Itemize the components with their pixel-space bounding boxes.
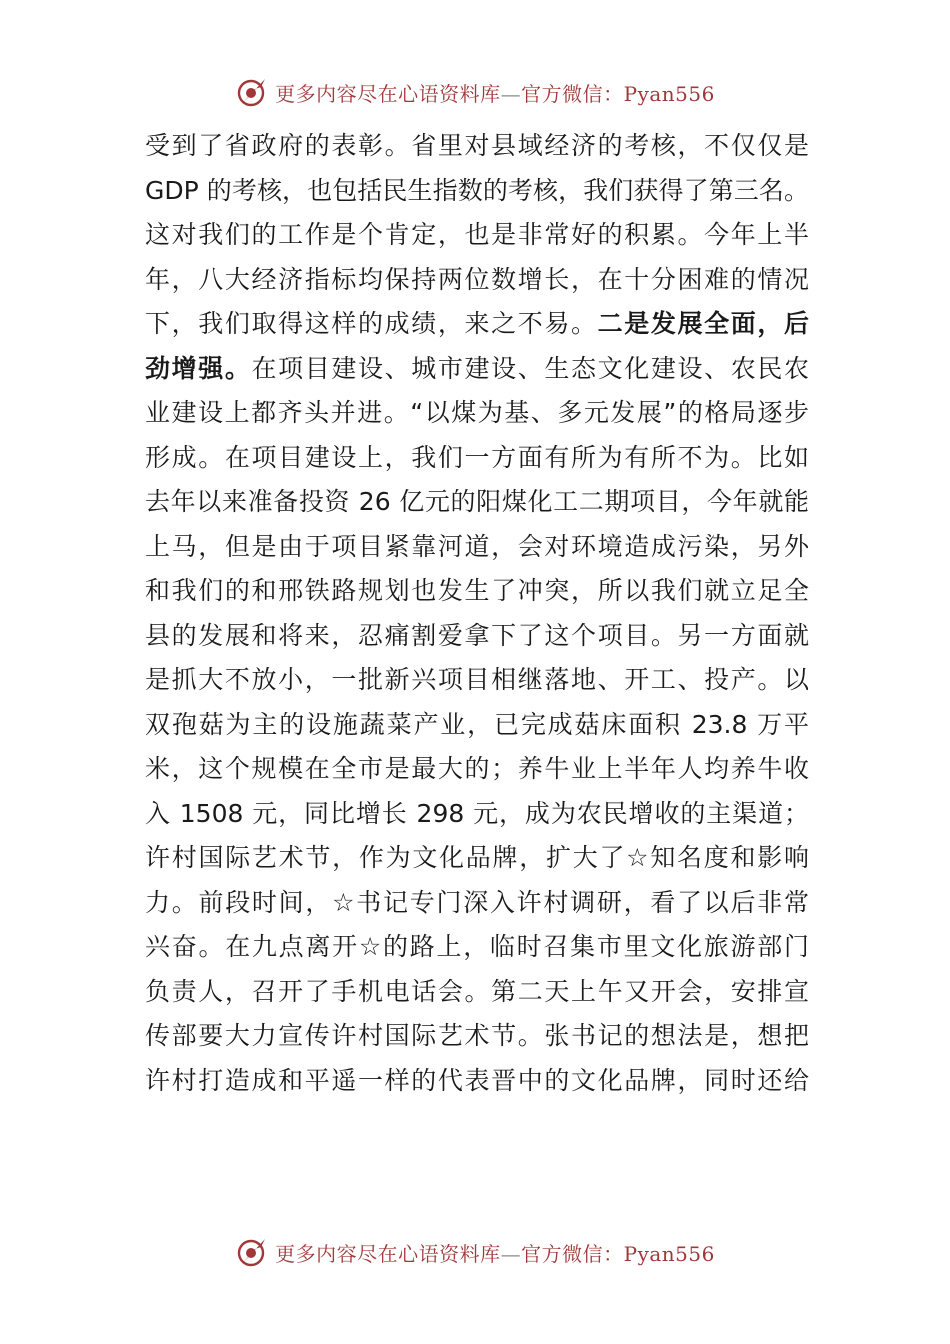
text-line [145,1059,809,1104]
text-run: 许村打造成和平遥一样的代表晋中的文化品牌，同时还给 [145,1065,809,1095]
text-run: 业建设上都齐头并进。“以煤为基、多元发展”的格局逐步 [145,398,809,427]
bold-text-run: 二是发展全面，后 [597,309,809,338]
text-line [145,703,809,748]
text-line [145,658,809,703]
text-run: 是抓大不放小，一批新兴项目相继落地、开工、投产。以 [145,665,809,694]
text-run: 力。前段时间，☆书记专门深入许村调研，看了以后非常 [145,887,809,917]
text-line [145,169,809,214]
text-run: 去年以来准备投资 26 亿元的阳煤化工二期项目，今年就能 [145,487,809,516]
text-run: 形成。在项目建设上，我们一方面有所为有所不为。比如 [145,442,809,472]
text-run: 下，我们取得这样的成绩，来之不易。 [145,309,598,338]
text-line [145,436,809,481]
text-run: 兴奋。在九点离开☆的路上，临时召集市里文化旅游部门 [145,932,809,961]
text-line [145,258,809,303]
text-line [145,1014,809,1059]
text-run: 双孢菇为主的设施蔬菜产业，已完成菇床面积 23.8 万平 [145,709,809,739]
text-line [145,480,809,525]
text-run: GDP 的考核，也包括民生指数的考核，我们获得了第三名。 [145,175,809,205]
text-run: 传部要大力宣传许村国际艺术节。张书记的想法是，想把 [145,1021,809,1050]
text-line [145,792,809,837]
text-run: 负责人，召开了手机电话会。第二天上午又开会，安排宣 [145,976,809,1006]
text-line [145,391,809,436]
text-line [145,302,809,347]
text-line [145,213,809,258]
text-line [145,614,809,659]
text-run: 受到了省政府的表彰。省里对县域经济的考核，不仅仅是 [145,131,809,160]
watermark-text: 更多内容尽在心语资料库—官方微信：Pyan556 [275,1241,715,1266]
bold-text-run: 劲增强。 [145,353,252,383]
text-run: 入 1508 元，同比增长 298 元，成为农民增收的主渠道； [145,798,809,828]
text-line [145,747,809,792]
text-run: 上马，但是由于项目紧靠河道，会对环境造成污染，另外 [145,531,809,561]
text-run: 这对我们的工作是个肯定，也是非常好的积累。今年上半 [145,220,809,249]
footer-watermark [0,1232,950,1272]
text-run: 米，这个规模在全市是最大的；养牛业上半年人均养牛收 [145,754,809,783]
quill-logo-icon [235,1235,269,1269]
text-run: 在项目建设、城市建设、生态文化建设、农民农 [251,353,809,383]
text-line [145,836,809,881]
text-run: 和我们的和邢铁路规划也发生了冲突，所以我们就立足全 [145,576,809,605]
text-run: 年，八大经济指标均保持两位数增长，在十分困难的情况 [145,264,809,294]
text-line [145,525,809,570]
watermark-text: 更多内容尽在心语资料库—官方微信：Pyan556 [275,81,715,106]
text-line [145,569,809,614]
text-line [145,124,809,169]
header-watermark [0,72,950,112]
text-line [145,881,809,926]
document-body [145,124,809,1103]
text-line [145,347,809,392]
text-run: 许村国际艺术节，作为文化品牌，扩大了☆知名度和影响 [145,843,809,872]
text-line [145,925,809,970]
quill-logo-icon [235,75,269,109]
text-run: 县的发展和将来，忍痛割爱拿下了这个项目。另一方面就 [145,620,809,650]
text-line [145,970,809,1015]
